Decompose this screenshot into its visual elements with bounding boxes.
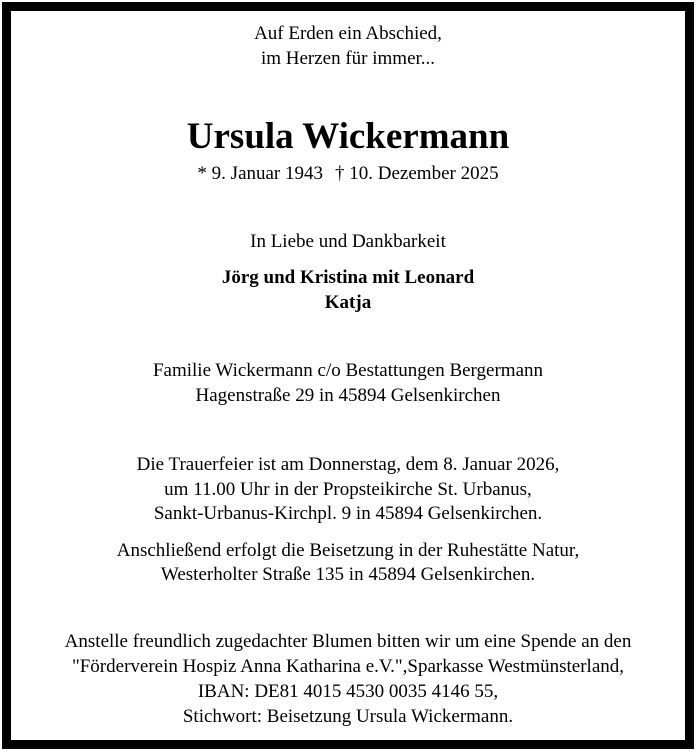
mourners-line-1: Jörg und Kristina mit Leonard: [221, 267, 475, 288]
burial-line-1: Anschließend erfolgt die Beisetzung in der Ruhestätte Natur,: [116, 540, 580, 561]
contact-line-2: Hagenstraße 29 in 45894 Gelsenkirchen: [195, 385, 501, 406]
donation-line-3: IBAN: DE81 4015 4530 0035 4146 55,: [197, 681, 499, 702]
donation-line-1: Anstelle freundlich zugedachter Blumen bitten wir um eine Spende an den: [64, 631, 632, 652]
motto-line-1: Auf Erden ein Abschied,: [254, 23, 442, 44]
contact-line-1: Familie Wickermann c/o Bestattungen Bergermann: [152, 360, 544, 381]
deceased-name: Ursula Wickermann: [186, 116, 510, 157]
mourners-intro: In Liebe und Dankbarkeit: [250, 231, 446, 252]
mourners-line-2: Katja: [324, 292, 372, 313]
burial-line-2: Westerholter Straße 135 in 45894 Gelsenkirchen.: [160, 564, 536, 585]
ceremony-line-3: Sankt-Urbanus-Kirchpl. 9 in 45894 Gelsenkirchen.: [153, 503, 543, 524]
ceremony-line-2: um 11.00 Uhr in der Propsteikirche St. Urbanus,: [164, 479, 532, 500]
motto-line-2: im Herzen für immer...: [260, 48, 436, 69]
donation-line-2: "Förderverein Hospiz Anna Katharina e.V.",Sparkasse Westmünsterland,: [71, 656, 624, 677]
donation-line-4: Stichwort: Beisetzung Ursula Wickermann.: [182, 706, 514, 727]
birth-date: * 9. Januar 1943: [197, 163, 324, 184]
life-dates: [0, 162, 696, 185]
ceremony-line-1: Die Trauerfeier ist am Donnerstag, dem 8. Januar 2026,: [136, 454, 560, 475]
death-date: † 10. Dezember 2025: [335, 163, 499, 184]
